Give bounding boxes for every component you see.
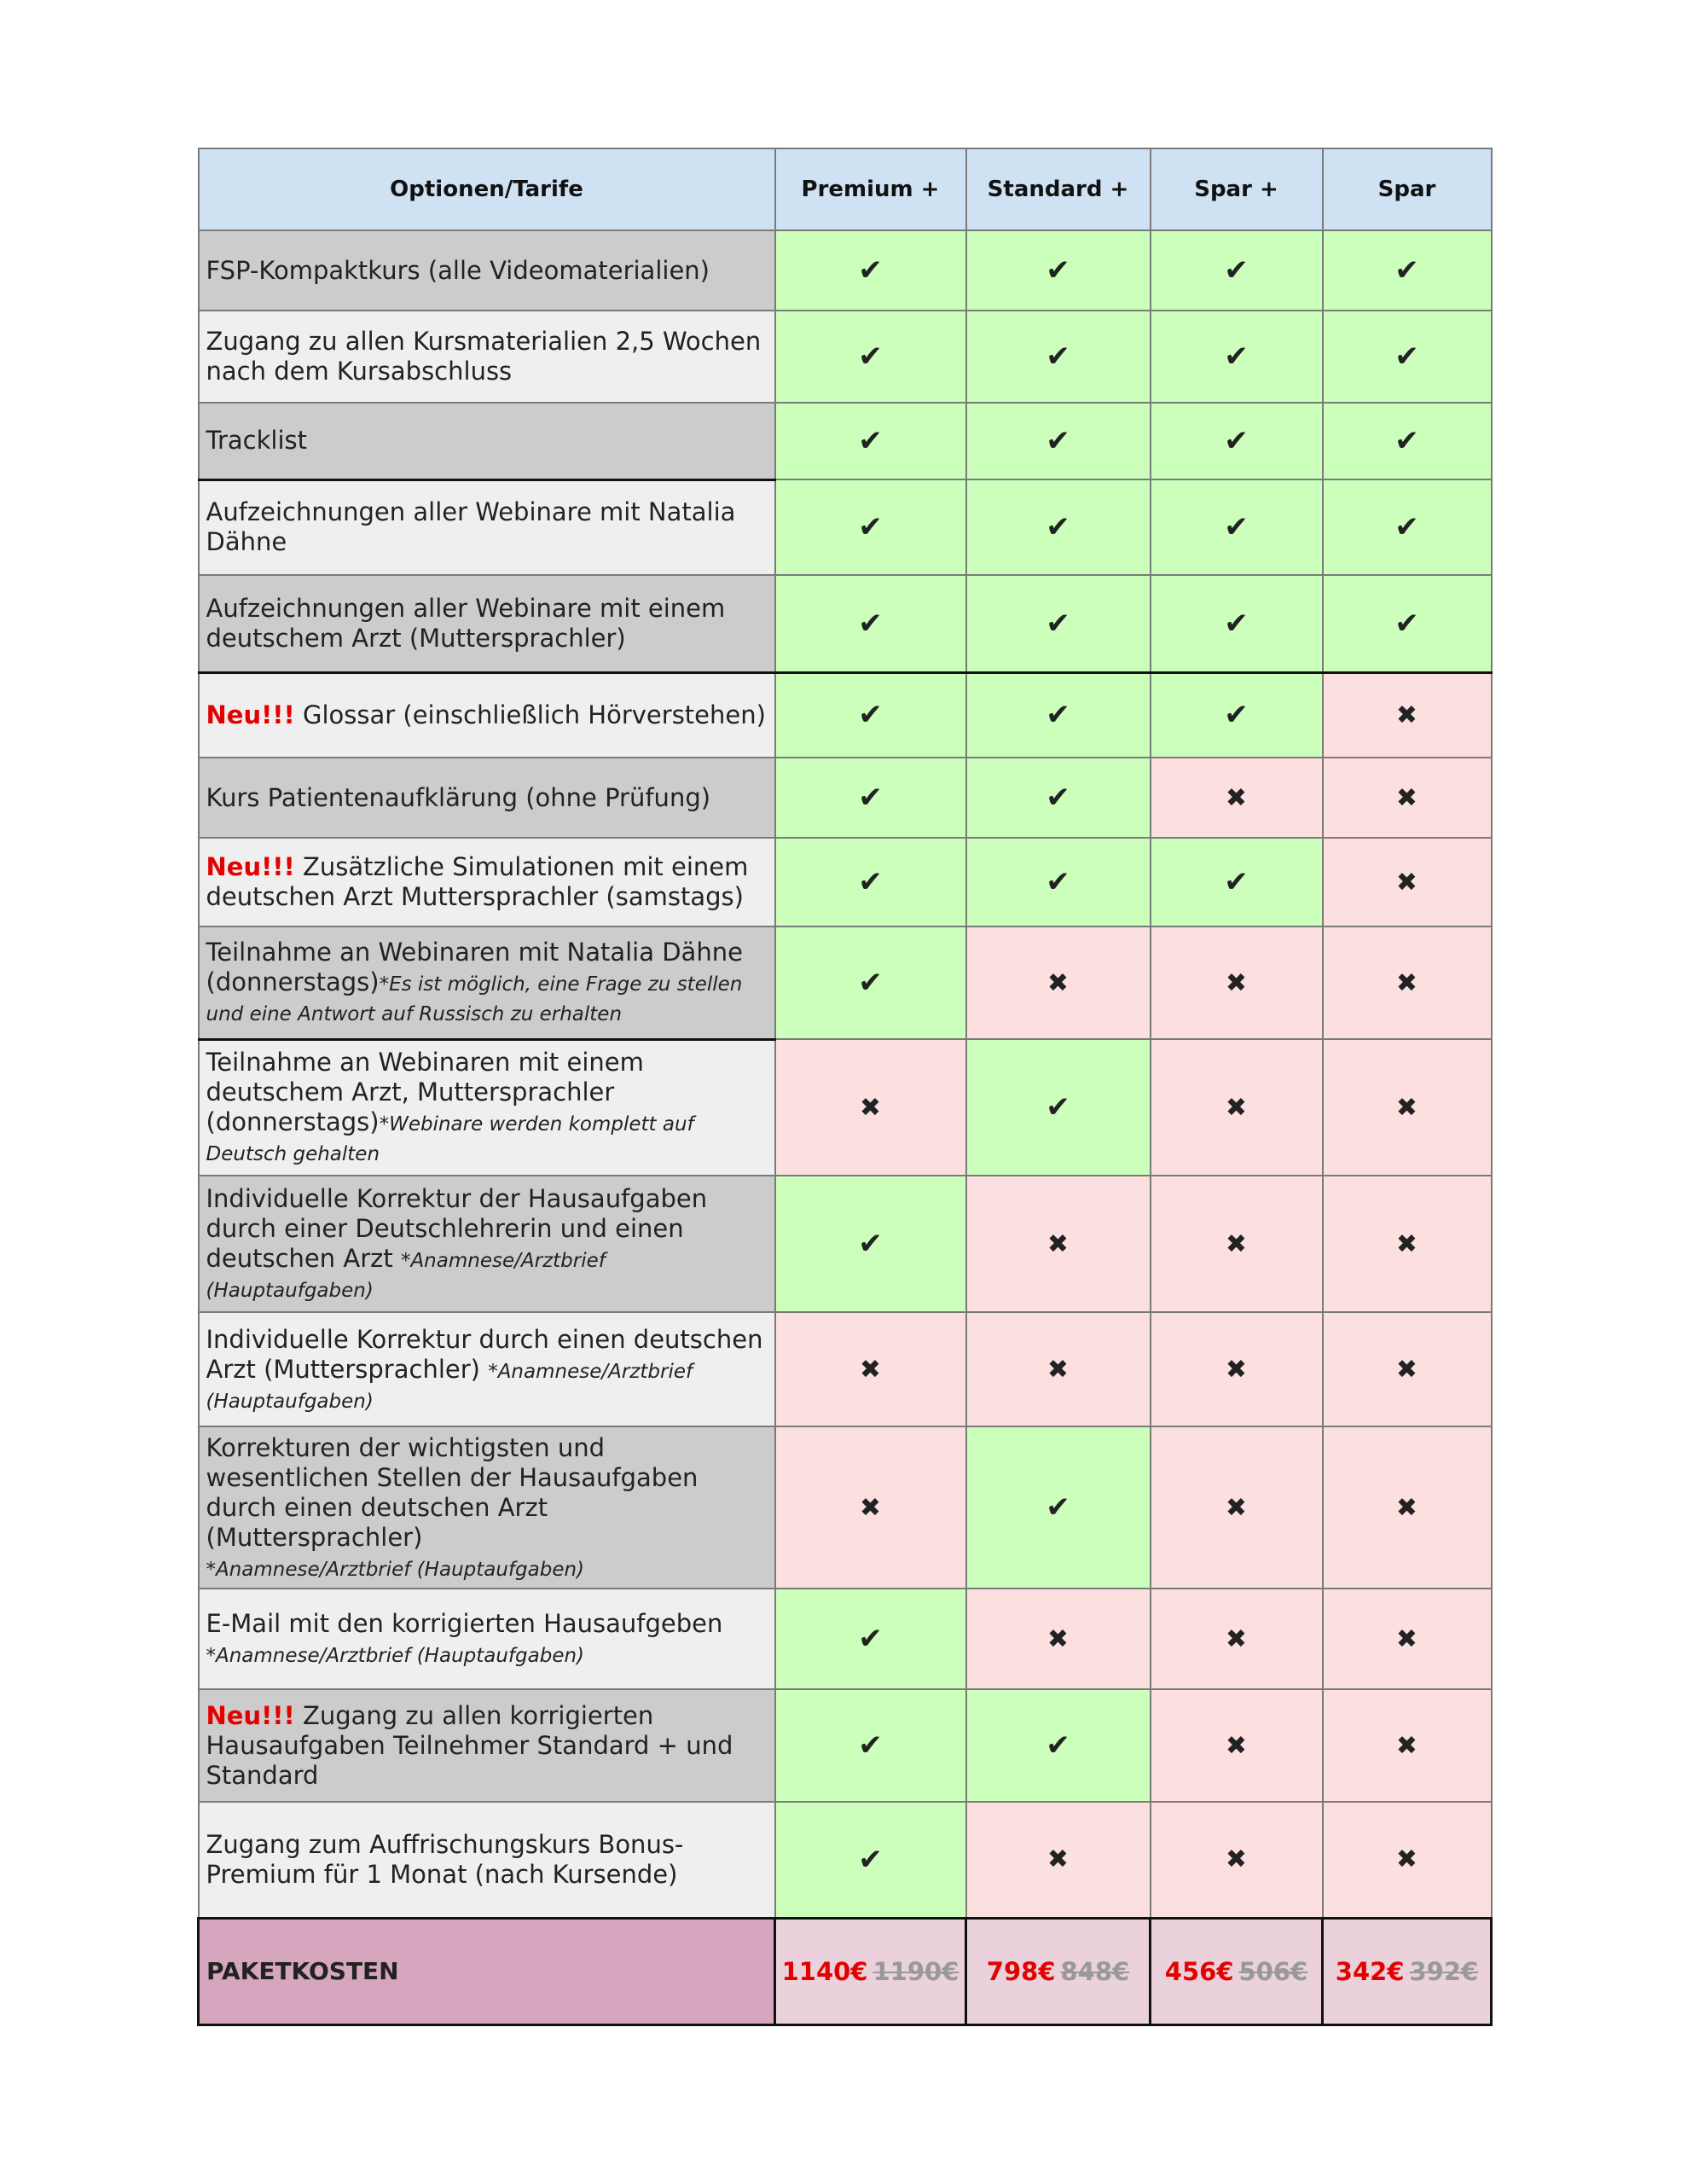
feature-label-cell [199,672,775,758]
price-old: 392€ [1409,1956,1479,1986]
cell-spar-plus-cross-icon: ✖ [1151,1689,1323,1802]
cell-spar-plus-check-icon: ✔ [1151,403,1323,479]
cell-spar-plus-cross-icon: ✖ [1151,1312,1323,1426]
cell-standard-plus-check-icon: ✔ [966,1039,1151,1176]
feature-label-cell [199,1802,775,1918]
feature-label-cell [199,838,775,926]
cell-spar-cross-icon: ✖ [1323,1802,1492,1918]
price-premium-plus [775,1918,966,2024]
cell-spar-cross-icon: ✖ [1323,1312,1492,1426]
feature-label-cell [199,758,775,838]
table-row [199,1802,1492,1918]
feature-note: *Anamnese/Arztbrief (Hauptaufgaben) [206,1558,585,1581]
cell-spar-plus-cross-icon: ✖ [1151,1176,1323,1312]
feature-label-cell [199,1589,775,1689]
cell-spar-cross-icon: ✖ [1323,1426,1492,1589]
cell-spar-plus-check-icon: ✔ [1151,479,1323,575]
feature-label: FSP-Kompaktkurs (alle Videomaterialien) [206,255,710,285]
cell-premium-plus-check-icon: ✔ [775,575,966,672]
header-plan-spar-plus: Spar + [1151,148,1323,230]
feature-label-cell [199,1426,775,1589]
cell-standard-plus-cross-icon: ✖ [966,1312,1151,1426]
table-row [199,1589,1492,1689]
price-new: 798€ [986,1956,1056,1986]
cell-spar-plus-check-icon: ✔ [1151,575,1323,672]
cell-spar-plus-check-icon: ✔ [1151,672,1323,758]
cell-premium-plus-cross-icon: ✖ [775,1312,966,1426]
feature-label: Korrekturen der wichtigsten und wesentlichen Stellen der Hausaufgaben durch einen deutschen Arzt (Muttersprachler) [206,1432,699,1552]
cell-spar-cross-icon: ✖ [1323,758,1492,838]
cell-spar-cross-icon: ✖ [1323,672,1492,758]
cell-standard-plus-check-icon: ✔ [966,575,1151,672]
feature-label-cell [199,311,775,403]
feature-label: Glossar (einschließlich Hörverstehen) [302,700,766,729]
cell-standard-plus-check-icon: ✔ [966,672,1151,758]
price-standard-plus [966,1918,1151,2024]
feature-label: Individuelle Korrektur der Hausaufgaben durch einer Deutschlehrerin und einen deutschen Arzt [206,1184,708,1273]
neu-badge: Neu!!! [206,1700,295,1730]
cell-standard-plus-check-icon: ✔ [966,230,1151,311]
header-plan-standard-plus: Standard + [966,148,1151,230]
cell-premium-plus-cross-icon: ✖ [775,1426,966,1589]
cell-spar-cross-icon: ✖ [1323,1689,1492,1802]
total-label: PAKETKOSTEN [199,1918,775,2024]
cell-standard-plus-check-icon: ✔ [966,838,1151,926]
table-row [199,230,1492,311]
table-row [199,1039,1492,1176]
feature-note: *Anamnese/Arztbrief (Hauptaufgaben) [206,1645,585,1667]
price-new: 342€ [1335,1956,1405,1986]
cell-standard-plus-check-icon: ✔ [966,758,1151,838]
cell-spar-check-icon: ✔ [1323,311,1492,403]
cell-spar-plus-cross-icon: ✖ [1151,926,1323,1039]
cell-standard-plus-cross-icon: ✖ [966,1176,1151,1312]
cell-spar-plus-check-icon: ✔ [1151,230,1323,311]
feature-label: Teilnahme an Webinaren mit einem deutschem Arzt, Muttersprachler (donnerstags) [206,1048,644,1137]
cell-premium-plus-check-icon: ✔ [775,479,966,575]
feature-label-cell [199,926,775,1039]
price-old: 848€ [1060,1956,1130,1986]
cell-spar-check-icon: ✔ [1323,403,1492,479]
cell-spar-check-icon: ✔ [1323,479,1492,575]
cell-standard-plus-check-icon: ✔ [966,1689,1151,1802]
cell-spar-plus-check-icon: ✔ [1151,311,1323,403]
feature-note: *Anamnese/Arztbrief (Hauptaufgaben) [206,1360,693,1413]
feature-label: Tracklist [206,426,307,456]
cell-spar-cross-icon: ✖ [1323,1176,1492,1312]
cell-spar-plus-cross-icon: ✖ [1151,1039,1323,1176]
table-row [199,926,1492,1039]
price-new: 1140€ [781,1956,868,1986]
feature-label: Zugang zu allen Kursmaterialien 2,5 Wochen nach dem Kursabschluss [206,327,762,386]
cell-premium-plus-check-icon: ✔ [775,311,966,403]
tariff-comparison-table [197,148,1493,2026]
neu-badge: Neu!!! [206,852,295,881]
cell-spar-plus-check-icon: ✔ [1151,838,1323,926]
price-new: 456€ [1164,1956,1234,1986]
table-row [199,403,1492,479]
cell-standard-plus-check-icon: ✔ [966,1426,1151,1589]
feature-label: Kurs Patientenaufklärung (ohne Prüfung) [206,782,711,812]
feature-label: Zusätzliche Simulationen mit einem deutschen Arzt Muttersprachler (samstags) [206,852,749,911]
feature-label-cell [199,1176,775,1312]
table-row [199,672,1492,758]
header-plan-premium-plus: Premium + [775,148,966,230]
feature-label-cell [199,1689,775,1802]
cell-spar-plus-cross-icon: ✖ [1151,1589,1323,1689]
feature-note: *Anamnese/Arztbrief (Hauptaufgaben) [206,1250,606,1302]
feature-label: Teilnahme an Webinaren mit Natalia Dähne (donnerstags) [206,938,743,997]
cell-spar-plus-cross-icon: ✖ [1151,758,1323,838]
cell-premium-plus-check-icon: ✔ [775,758,966,838]
price-spar [1323,1918,1492,2024]
feature-label-cell [199,479,775,575]
header-row [199,148,1492,230]
cell-spar-cross-icon: ✖ [1323,1039,1492,1176]
feature-label: Aufzeichnungen aller Webinare mit Natalia Dähne [206,497,736,557]
table-row [199,311,1492,403]
feature-label: Zugang zum Auffrischungskurs Bonus-Premium für 1 Monat (nach Kursende) [206,1829,684,1889]
cell-premium-plus-check-icon: ✔ [775,672,966,758]
feature-label-cell [199,403,775,479]
cell-premium-plus-check-icon: ✔ [775,1689,966,1802]
cell-spar-check-icon: ✔ [1323,230,1492,311]
cell-spar-cross-icon: ✖ [1323,926,1492,1039]
table-row [199,838,1492,926]
cell-premium-plus-check-icon: ✔ [775,1589,966,1689]
cell-premium-plus-check-icon: ✔ [775,926,966,1039]
neu-badge: Neu!!! [206,700,295,729]
cell-spar-plus-cross-icon: ✖ [1151,1426,1323,1589]
cell-premium-plus-check-icon: ✔ [775,1176,966,1312]
feature-label: E-Mail mit den korrigierten Hausaufgeben [206,1609,723,1638]
cell-standard-plus-check-icon: ✔ [966,403,1151,479]
table-body [199,230,1492,1918]
feature-label-cell [199,575,775,672]
table-row [199,1426,1492,1589]
cell-spar-check-icon: ✔ [1323,575,1492,672]
price-spar-plus [1151,1918,1323,2024]
feature-label: Individuelle Korrektur durch einen deutschen Arzt (Muttersprachler) [206,1324,763,1384]
feature-label-cell [199,1039,775,1176]
feature-note: *Es ist möglich, eine Frage zu stellen und eine Antwort auf Russisch zu erhalten [206,973,743,1026]
cell-premium-plus-check-icon: ✔ [775,1802,966,1918]
cell-premium-plus-check-icon: ✔ [775,403,966,479]
table-row [199,479,1492,575]
table-row [199,1689,1492,1802]
cell-spar-plus-cross-icon: ✖ [1151,1802,1323,1918]
cell-spar-cross-icon: ✖ [1323,838,1492,926]
feature-note: *Webinare werden komplett auf Deutsch gehalten [206,1113,694,1166]
feature-label-cell [199,230,775,311]
cell-standard-plus-check-icon: ✔ [966,479,1151,575]
feature-label: Zugang zu allen korrigierten Hausaufgaben Teilnehmer Standard + und Standard [206,1700,733,1790]
feature-label: Aufzeichnungen aller Webinare mit einem deutschem Arzt (Muttersprachler) [206,593,726,653]
cell-premium-plus-check-icon: ✔ [775,838,966,926]
cell-standard-plus-cross-icon: ✖ [966,1589,1151,1689]
header-options: Optionen/Tarife [199,148,775,230]
table-row [199,1176,1492,1312]
cell-standard-plus-check-icon: ✔ [966,311,1151,403]
cell-standard-plus-cross-icon: ✖ [966,1802,1151,1918]
table-row [199,575,1492,672]
price-old: 506€ [1238,1956,1308,1986]
feature-label-cell [199,1312,775,1426]
cell-standard-plus-cross-icon: ✖ [966,926,1151,1039]
cell-premium-plus-check-icon: ✔ [775,230,966,311]
total-row [199,1918,1492,2024]
price-old: 1190€ [872,1956,959,1986]
cell-spar-cross-icon: ✖ [1323,1589,1492,1689]
header-plan-spar: Spar [1323,148,1492,230]
table-row [199,1312,1492,1426]
table-row [199,758,1492,838]
cell-premium-plus-cross-icon: ✖ [775,1039,966,1176]
